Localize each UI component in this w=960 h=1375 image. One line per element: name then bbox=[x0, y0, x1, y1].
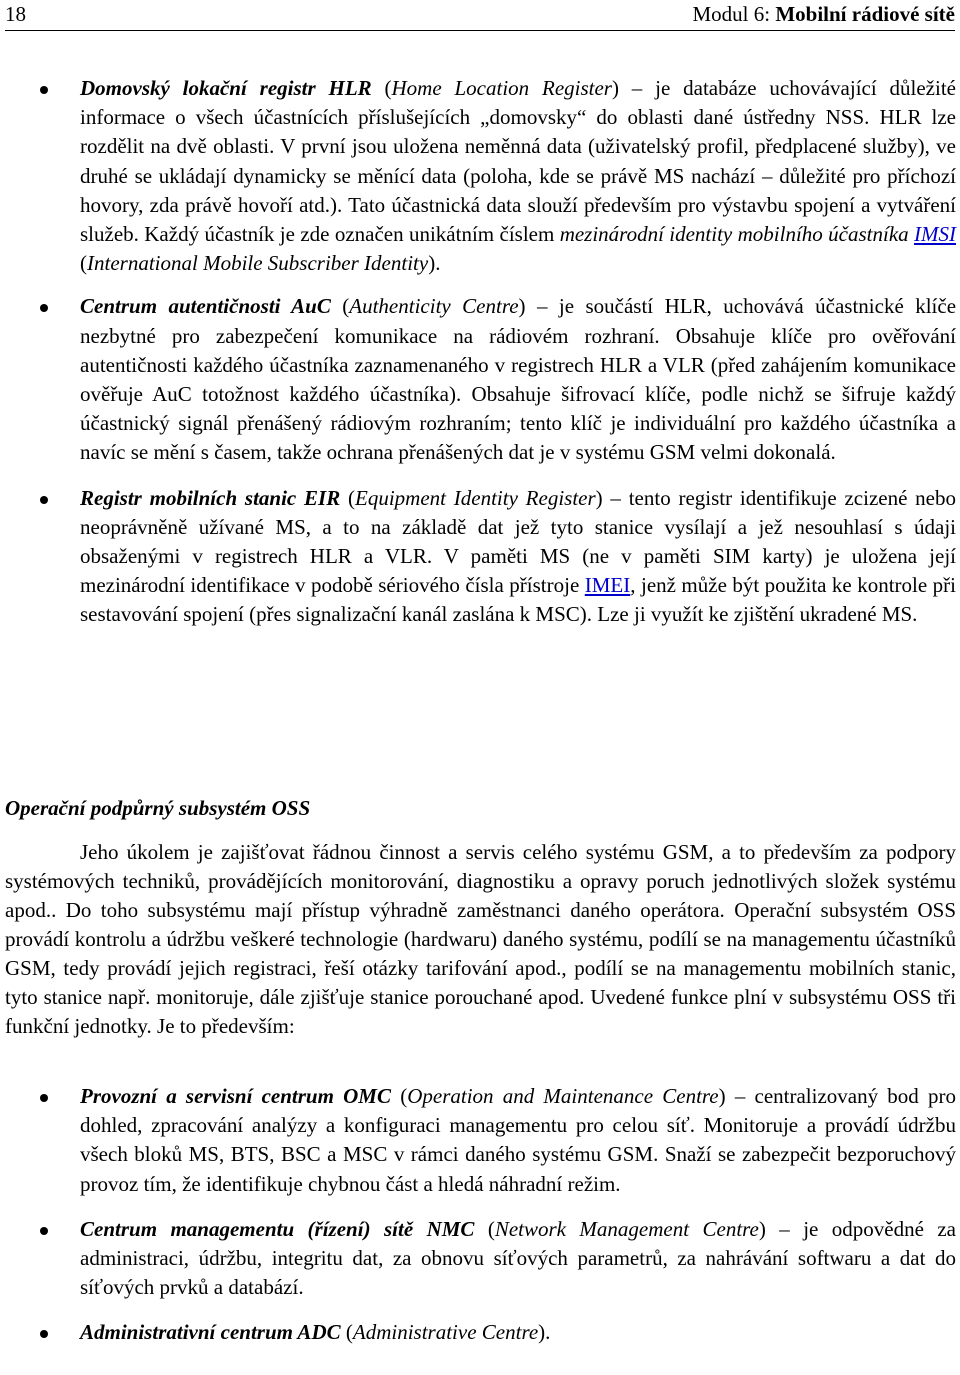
text-nmc: ) – je odpovědné za administraci, údržbu, integritu dat, za obnovu síťových parametrů, za nahrávání softwaru a dat do síťových prvků a databází. bbox=[80, 1216, 956, 1300]
imei-link[interactable]: IMEI bbox=[584, 573, 631, 598]
expansion-nmc: Network Management Centre bbox=[494, 1216, 759, 1241]
text-adc: ). bbox=[538, 1320, 551, 1345]
term-omc: Provozní a servisní centrum OMC bbox=[80, 1084, 391, 1108]
paren: ( bbox=[474, 1216, 495, 1241]
section-heading-oss: Operační podpůrný subsystém OSS bbox=[5, 796, 311, 820]
expansion-hlr: Home Location Register bbox=[391, 76, 612, 100]
bullet-dot bbox=[40, 1094, 48, 1102]
oss-paragraph: Jeho úkolem je zajišťovat řádnou činnost a servis celého systému GSM, a to především za podpory systémových techniků, provádějících monitorování, diagnostiku a opravy poruch jednotlivých složek systému apod.. Do toho subsystému mají přístup výhradně zaměstnanci daného operátora. Operační subsystém OSS provádí kontrolu a údržbu veškeré technologie (hardwaru) daného systému, podílí se na managementu účastníků GSM, tedy provádí jejich registraci, řeší otázky tarifování apod., podílí se na managementu mobilních stanic, tyto stanice např. monitoruje, dále zjišťuje stanice porouchané apod. Uvedené funkce plní v subsystému OSS tři funkční jednotky. Je to především: bbox=[5, 840, 956, 1038]
bullet-dot bbox=[40, 1330, 48, 1338]
text-hlr-3: ). bbox=[428, 251, 441, 276]
term-adc: Administrativní centrum ADC bbox=[80, 1320, 341, 1345]
paren: ( bbox=[371, 76, 392, 100]
bullet-adc bbox=[0, 1318, 956, 1347]
expansion-auc: Authenticity Centre bbox=[349, 294, 519, 319]
text-auc: ) – je součástí HLR, uchovává účastnické klíče nezbytné pro zabezpečení komunikace na rádiovém rozhraní. Obsahuje klíče pro ověřování autentičnosti každého účastníka zaznamenaného v registrech HLR a VLR (před zahájením komunikace ověřuje AuC totožnost každého účastníka). Obsahuje šifrovací klíče, podle nichž se šifruje každý účastnický signál přenášený rádiovým rozhraním; tento klíč je individuální pro každého účastníka a navíc se mění s časem, takže ochrana přenášených dat je v systému GSM velmi dokonalá. bbox=[80, 294, 957, 465]
module-name: Mobilní rádiové sítě bbox=[775, 2, 955, 26]
oss-units-list bbox=[0, 1082, 960, 1348]
bullet-nmc bbox=[0, 1215, 956, 1303]
bullet-hlr bbox=[0, 74, 956, 278]
text-eir-2: , jenž může být použita ke kontrole při sestavování spojení (přes signalizační kanál zaslána k MSC). Lze ji využít ke zjištění ukradené MS. bbox=[80, 573, 956, 627]
paren: ( bbox=[340, 1320, 353, 1345]
italic-identity: mezinárodní identity mobilního účastníka bbox=[559, 222, 915, 247]
bullet-auc bbox=[0, 292, 956, 467]
paren: ( bbox=[330, 294, 350, 319]
module-prefix: Modul 6: bbox=[692, 2, 776, 26]
expansion-omc: Operation and Maintenance Centre bbox=[407, 1084, 719, 1108]
term-hlr: Domovský lokační registr HLR bbox=[80, 76, 372, 100]
bullet-dot bbox=[40, 86, 48, 94]
imsi-expansion: International Mobile Subscriber Identity bbox=[87, 251, 429, 276]
imsi-link[interactable]: IMSI bbox=[914, 222, 956, 247]
module-title bbox=[692, 0, 955, 28]
page-number: 18 bbox=[5, 2, 26, 26]
term-eir: Registr mobilních stanic EIR bbox=[80, 485, 341, 510]
bullet-dot bbox=[40, 304, 48, 312]
expansion-adc: Administrative Centre bbox=[352, 1320, 539, 1345]
bullet-eir bbox=[0, 484, 956, 630]
bullet-dot bbox=[40, 496, 48, 504]
page-header bbox=[5, 0, 955, 31]
expansion-eir: Equipment Identity Register bbox=[355, 485, 596, 510]
paren: ( bbox=[340, 485, 355, 510]
registers-list bbox=[0, 74, 960, 630]
text-hlr-2: ( bbox=[80, 251, 87, 276]
term-auc: Centrum autentičnosti AuC bbox=[80, 294, 331, 319]
bullet-omc bbox=[0, 1082, 956, 1199]
text-hlr: ) – je databáze uchovávající důležité informace o všech účastnících příslušejících „domovsky“ do oblasti dané ústředny NSS. HLR lze rozdělit na dvě oblasti. V první jsou uložena neměnná data (uživatelský profil, předplacené služby), ve druhé se ukládají dynamicky se měnící data (poloha, kde se právě MS nachází – důležité pro příchozí hovory, zda právě hovoří atd.). Tato účastnická data slouží především pro výstavbu spojení a vytváření služeb. Každý účastník je zde označen unikátním číslem bbox=[80, 76, 956, 247]
term-nmc: Centrum managementu (řízení) sítě NMC bbox=[80, 1216, 475, 1241]
text-eir: ) – tento registr identifikuje zcizené nebo neoprávněně užívané MS, a to na základě dat jež tyto stanice vysílají a jež nesouhlasí s údaji obsaženými v registrech HLR a VLR. V paměti MS (ne v paměti SIM karty) je uložena její mezinárodní identifikace v podobě sériového čísla přístroje bbox=[80, 485, 957, 598]
bullet-dot bbox=[40, 1227, 48, 1235]
text-omc: ) – centralizovaný bod pro dohled, zpracování analýzy a konfiguraci managementu pro celou síť. Monitoruje a provádí údržbu všech bloků MS, BTS, BSC a MSC v rámci daného systému GSM. Snaží se zabezpečit bezporuchový provoz tím, že identifikuje chybnou část a hledá náhradní režim. bbox=[80, 1084, 957, 1196]
paren: ( bbox=[391, 1084, 408, 1108]
